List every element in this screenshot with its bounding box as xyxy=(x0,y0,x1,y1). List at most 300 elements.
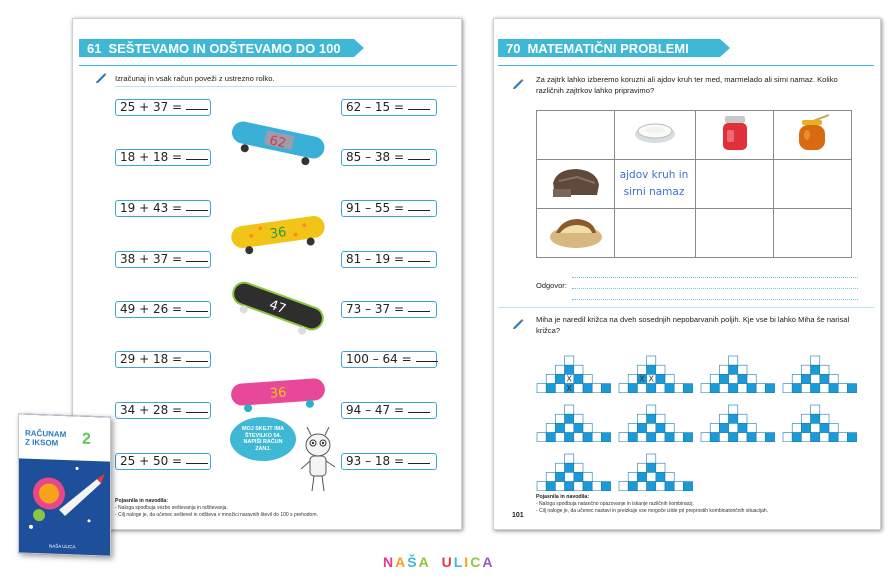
grid-cell[interactable] xyxy=(820,414,829,423)
grid-cell[interactable] xyxy=(583,374,592,383)
cover-number: 2 xyxy=(82,430,91,448)
grid-cell[interactable] xyxy=(601,433,610,442)
grid-cell[interactable] xyxy=(756,433,765,442)
honey-jar-icon xyxy=(793,113,833,153)
grid-cell[interactable] xyxy=(619,384,628,393)
answer-blank[interactable] xyxy=(186,101,208,110)
triangle-grid[interactable] xyxy=(700,349,776,393)
table-cell-honey xyxy=(774,111,852,160)
skateboard-47[interactable] xyxy=(225,277,331,335)
grid-cell[interactable] xyxy=(783,384,792,393)
cover-publisher: NAŠA ULICA xyxy=(49,543,76,550)
grid-cell[interactable] xyxy=(574,423,583,432)
table-cell-corn-bread xyxy=(537,209,615,258)
grid-cell[interactable] xyxy=(537,482,546,491)
grid-cell[interactable] xyxy=(565,405,574,414)
grid-cell[interactable] xyxy=(555,472,564,481)
speech-bubble-text: MOJ SKEJT IMA ŠTEVILKO 54. NAPIŠI RAČUN ZANJ. xyxy=(242,426,284,452)
equation-text: 34 + 28 = xyxy=(120,403,183,417)
grid-cell[interactable] xyxy=(546,384,555,393)
triangle-grid[interactable] xyxy=(536,349,612,393)
grid-cell[interactable] xyxy=(665,384,674,393)
answer-blank[interactable] xyxy=(416,353,438,362)
grid-cell[interactable] xyxy=(747,433,756,442)
grid-cell[interactable] xyxy=(683,384,692,393)
grid-cell[interactable] xyxy=(683,482,692,491)
grid-cell[interactable] xyxy=(792,433,801,442)
grid-cell[interactable] xyxy=(701,433,710,442)
grid-cell[interactable] xyxy=(811,374,820,383)
book-cover xyxy=(18,413,111,556)
grid-cell[interactable] xyxy=(738,365,747,374)
grid-cell[interactable] xyxy=(820,423,829,432)
answer-blank[interactable] xyxy=(186,202,208,211)
grid-cell[interactable] xyxy=(756,384,765,393)
lesson-title: MATEMATIČNI PROBLEMI xyxy=(527,40,689,56)
equation-text: 62 – 15 = xyxy=(346,100,405,114)
grid-cell[interactable] xyxy=(792,374,801,383)
grid-cell[interactable] xyxy=(683,433,692,442)
grid-cell[interactable] xyxy=(647,433,656,442)
equation-box[interactable] xyxy=(115,402,211,419)
grid-cell[interactable] xyxy=(792,423,801,432)
equation-box[interactable] xyxy=(115,251,211,268)
grid-cell[interactable] xyxy=(574,365,583,374)
grid-cell[interactable] xyxy=(565,472,574,481)
grid-cell[interactable] xyxy=(583,433,592,442)
equation-box[interactable] xyxy=(115,351,211,368)
grid-cell[interactable] xyxy=(747,423,756,432)
grid-cell[interactable] xyxy=(565,463,574,472)
grid-cell[interactable] xyxy=(838,433,847,442)
grid-cell[interactable] xyxy=(738,374,747,383)
speech-bubble xyxy=(230,417,296,461)
table-cell-empty[interactable] xyxy=(696,160,774,209)
buckwheat-bread-icon xyxy=(549,163,603,201)
equation-box[interactable] xyxy=(341,402,437,419)
pencil-icon xyxy=(512,77,524,89)
grid-cell[interactable] xyxy=(765,384,774,393)
grid-cell[interactable] xyxy=(555,433,564,442)
note-line: - Cilj naloge je, da učenec nastavi in preizkuje vse mogoče izide pri preprostih kombinatoričnih situacijah. xyxy=(536,508,769,514)
grid-cell[interactable] xyxy=(811,365,820,374)
equation-text: 85 – 38 = xyxy=(346,150,405,164)
grid-cell[interactable] xyxy=(619,433,628,442)
grid-cell[interactable] xyxy=(647,482,656,491)
handwritten-answer: ajdov kruh in sirni namaz xyxy=(619,169,689,198)
grid-cell[interactable] xyxy=(555,463,564,472)
brand-letter: N xyxy=(383,554,395,570)
grid-cell[interactable] xyxy=(710,374,719,383)
grid-cell[interactable] xyxy=(801,384,810,393)
equation-text: 91 – 55 = xyxy=(346,201,405,215)
grid-cell[interactable] xyxy=(719,365,728,374)
answer-blank[interactable] xyxy=(186,151,208,160)
robot-character-icon xyxy=(295,427,341,497)
grid-cell[interactable] xyxy=(847,433,856,442)
grid-cell[interactable] xyxy=(674,482,683,491)
answer-label: Odgovor: xyxy=(536,281,567,290)
grid-cell[interactable] xyxy=(555,414,564,423)
grid-cell[interactable] xyxy=(729,405,738,414)
grid-cell[interactable] xyxy=(729,384,738,393)
grid-cell[interactable] xyxy=(820,433,829,442)
grid-cell[interactable] xyxy=(710,384,719,393)
grid-cell[interactable] xyxy=(628,433,637,442)
grid-cell[interactable] xyxy=(719,414,728,423)
grid-cell[interactable] xyxy=(811,384,820,393)
notes-title: Pojasnila in navodila: xyxy=(536,494,590,500)
grid-cell[interactable] xyxy=(565,414,574,423)
grid-cell[interactable] xyxy=(628,374,637,383)
grid-cell[interactable] xyxy=(738,423,747,432)
lesson-number: 70 xyxy=(506,40,521,56)
grid-cell[interactable] xyxy=(637,414,646,423)
table-cell-empty[interactable] xyxy=(696,209,774,258)
grid-cell[interactable] xyxy=(719,384,728,393)
skateboard-number: 62 xyxy=(268,133,288,152)
grid-cell[interactable] xyxy=(637,433,646,442)
equation-box[interactable] xyxy=(115,453,211,470)
equation-text: 19 + 43 = xyxy=(120,201,183,215)
equation-box[interactable] xyxy=(115,200,211,217)
grid-cell[interactable] xyxy=(820,384,829,393)
lesson-title: SEŠTEVAMO IN ODŠTEVAMO DO 100 xyxy=(108,40,341,56)
lesson-number: 61 xyxy=(87,40,102,56)
grid-cell[interactable] xyxy=(656,423,665,432)
grid-cell[interactable] xyxy=(765,433,774,442)
grid-cell[interactable] xyxy=(647,384,656,393)
note-line: - Naloga spodbuja natančno opazovanje in iskanje različnih kombinacij. xyxy=(536,501,694,507)
equation-text: 94 – 47 = xyxy=(346,403,405,417)
skateboard-number: 47 xyxy=(267,297,288,318)
answer-blank[interactable] xyxy=(186,455,208,464)
grid-cell[interactable] xyxy=(647,423,656,432)
grid-cell[interactable] xyxy=(783,433,792,442)
grid-cell[interactable] xyxy=(628,472,637,481)
brand-letter: U xyxy=(441,554,453,570)
note-line: - Cilj naloge je, da učenec seštevel in odšteva v množici naravnih števil do 100 s prehodom. xyxy=(115,512,318,518)
lesson-banner xyxy=(79,39,354,57)
equation-text: 38 + 37 = xyxy=(120,252,183,266)
cover-title-line: Z IKSOM xyxy=(25,437,59,448)
grid-cell[interactable] xyxy=(647,454,656,463)
rocket-illustration-icon xyxy=(19,458,111,545)
brand-letter: C xyxy=(470,554,482,570)
grid-cell[interactable] xyxy=(546,482,555,491)
equation-box[interactable] xyxy=(341,200,437,217)
grid-cell[interactable] xyxy=(829,374,838,383)
grid-cell[interactable] xyxy=(565,365,574,374)
grid-cell[interactable] xyxy=(637,463,646,472)
cheese-spread-icon xyxy=(633,118,677,148)
grid-cell[interactable] xyxy=(656,384,665,393)
grid-cell[interactable] xyxy=(729,374,738,383)
grid-cell[interactable] xyxy=(637,423,646,432)
grid-cell[interactable] xyxy=(701,384,710,393)
brand-letter: I xyxy=(464,554,470,570)
grid-cell[interactable] xyxy=(747,384,756,393)
grid-cell[interactable] xyxy=(665,423,674,432)
answer-blank[interactable] xyxy=(408,455,430,464)
page-number: 101 xyxy=(512,512,524,519)
answer-blank[interactable] xyxy=(408,404,430,413)
grid-cell[interactable] xyxy=(637,472,646,481)
breakfast-table xyxy=(536,110,852,258)
grid-cell[interactable] xyxy=(637,365,646,374)
divider-line xyxy=(115,86,457,87)
grid-cell[interactable] xyxy=(829,423,838,432)
triangle-grid[interactable] xyxy=(536,447,612,491)
pencil-icon xyxy=(95,71,107,83)
grid-cell[interactable] xyxy=(555,384,564,393)
answer-blank[interactable] xyxy=(408,303,430,312)
equation-box[interactable] xyxy=(341,149,437,166)
grid-cell[interactable] xyxy=(656,463,665,472)
equation-box[interactable] xyxy=(341,99,437,116)
equation-box[interactable] xyxy=(341,301,437,318)
cross-mark: X xyxy=(639,374,645,384)
grid-cell[interactable] xyxy=(719,423,728,432)
grid-cell[interactable] xyxy=(565,433,574,442)
equation-text: 29 + 18 = xyxy=(120,352,183,366)
equation-text: 73 – 37 = xyxy=(346,302,405,316)
grid-cell[interactable] xyxy=(574,472,583,481)
grid-cell[interactable] xyxy=(674,433,683,442)
grid-cell[interactable] xyxy=(601,482,610,491)
table-cell-buckwheat-bread xyxy=(537,160,615,209)
grid-cell[interactable] xyxy=(656,374,665,383)
grid-cell[interactable] xyxy=(811,356,820,365)
cross-mark: X xyxy=(566,383,572,393)
grid-cell[interactable] xyxy=(565,482,574,491)
grid-cell[interactable] xyxy=(811,433,820,442)
grid-cell[interactable] xyxy=(592,433,601,442)
grid-cell[interactable] xyxy=(710,423,719,432)
brand-logo xyxy=(383,554,494,570)
pencil-icon xyxy=(512,317,524,329)
grid-cell[interactable] xyxy=(656,365,665,374)
grid-cell[interactable] xyxy=(747,374,756,383)
triangle-grid[interactable] xyxy=(618,447,694,491)
grid-cell[interactable] xyxy=(719,433,728,442)
grid-cell[interactable] xyxy=(801,414,810,423)
grid-cell[interactable] xyxy=(592,482,601,491)
grid-cell[interactable] xyxy=(811,414,820,423)
equation-box[interactable] xyxy=(341,351,437,368)
answer-blank[interactable] xyxy=(186,253,208,262)
triangle-grid[interactable] xyxy=(700,398,776,442)
grid-cell[interactable] xyxy=(811,423,820,432)
grid-cell[interactable] xyxy=(537,384,546,393)
equation-text: 100 – 64 = xyxy=(346,352,412,366)
grid-cell[interactable] xyxy=(637,482,646,491)
grid-cell[interactable] xyxy=(555,482,564,491)
grid-cell[interactable] xyxy=(565,454,574,463)
skateboard-number: 36 xyxy=(269,385,287,402)
triangle-grid[interactable] xyxy=(782,349,858,393)
grid-cell[interactable] xyxy=(583,472,592,481)
grid-cell[interactable] xyxy=(710,433,719,442)
answer-blank[interactable] xyxy=(186,303,208,312)
grid-cell[interactable] xyxy=(583,423,592,432)
notes-title: Pojasnila in navodila: xyxy=(115,498,169,504)
skateboard-62[interactable] xyxy=(225,115,331,167)
divider-line xyxy=(79,65,457,66)
grid-cell[interactable] xyxy=(729,423,738,432)
grid-cell[interactable] xyxy=(546,374,555,383)
grid-cell[interactable] xyxy=(619,482,628,491)
grid-cell[interactable] xyxy=(555,423,564,432)
grid-cell[interactable] xyxy=(792,384,801,393)
grid-cell[interactable] xyxy=(729,356,738,365)
equation-text: 18 + 18 = xyxy=(120,150,183,164)
grid-cell[interactable] xyxy=(838,384,847,393)
grid-cell[interactable] xyxy=(574,433,583,442)
table-cell-empty[interactable] xyxy=(774,160,852,209)
grid-cell[interactable] xyxy=(647,356,656,365)
equation-text: 25 + 50 = xyxy=(120,454,183,468)
answer-blank[interactable] xyxy=(408,101,430,110)
grid-cell[interactable] xyxy=(546,433,555,442)
triangle-grid[interactable] xyxy=(782,398,858,442)
table-cell-empty xyxy=(537,111,615,160)
grid-cell[interactable] xyxy=(801,365,810,374)
skateboard-36-yellow[interactable] xyxy=(225,209,331,255)
grid-cell[interactable] xyxy=(647,463,656,472)
grid-cell[interactable] xyxy=(628,384,637,393)
grid-cell[interactable] xyxy=(719,374,728,383)
answer-blank[interactable] xyxy=(408,151,430,160)
brand-letter: Š xyxy=(407,554,418,570)
grid-cell[interactable] xyxy=(628,423,637,432)
equation-text: 93 – 18 = xyxy=(346,454,405,468)
jam-jar-icon xyxy=(720,114,750,152)
question-text: Miha je naredil križca na dveh sosednjih nepobarvanih poljih. Kje vse bi lahko Miha še narisal križca? xyxy=(536,315,850,335)
note-line: - Naloga spodbuja vezbo seštevanja in odštevanja. xyxy=(115,505,228,511)
cross-mark: X xyxy=(648,374,654,384)
question-text: Za zajtrk lahko izberemo koruzni ali ajdov kruh ter med, marmelado ali sirni namaz. Koliko različnih zajtrkov lahko pripravimo? xyxy=(536,75,838,95)
grid-cell[interactable] xyxy=(829,384,838,393)
grid-cell[interactable] xyxy=(647,472,656,481)
equation-box[interactable] xyxy=(115,149,211,166)
workbook-page-right xyxy=(493,18,881,530)
divider-line xyxy=(498,307,874,308)
grid-cell[interactable] xyxy=(574,414,583,423)
grid-cell[interactable] xyxy=(811,405,820,414)
answer-blank[interactable] xyxy=(408,253,430,262)
grid-cell[interactable] xyxy=(665,374,674,383)
grid-cell[interactable] xyxy=(847,384,856,393)
grid-cell[interactable] xyxy=(574,482,583,491)
grid-cell[interactable] xyxy=(729,365,738,374)
grid-cell[interactable] xyxy=(665,472,674,481)
grid-cell[interactable] xyxy=(656,472,665,481)
answer-line[interactable] xyxy=(572,288,858,289)
equation-box[interactable] xyxy=(115,301,211,318)
grid-cell[interactable] xyxy=(565,356,574,365)
grid-cell[interactable] xyxy=(801,374,810,383)
table-cell-jam xyxy=(696,111,774,160)
grid-cell[interactable] xyxy=(647,414,656,423)
equation-text: 49 + 26 = xyxy=(120,302,183,316)
corn-bread-icon xyxy=(548,211,604,251)
grid-cell[interactable] xyxy=(738,433,747,442)
table-cell-empty[interactable] xyxy=(774,209,852,258)
triangle-grid[interactable] xyxy=(536,398,612,442)
grid-cell[interactable] xyxy=(656,433,665,442)
grid-cell[interactable] xyxy=(647,365,656,374)
grid-cell[interactable] xyxy=(656,414,665,423)
answer-blank[interactable] xyxy=(186,404,208,413)
grid-cell[interactable] xyxy=(592,384,601,393)
grid-cell[interactable] xyxy=(729,433,738,442)
answer-line[interactable] xyxy=(572,277,858,278)
grid-cell[interactable] xyxy=(801,433,810,442)
divider-line xyxy=(498,65,874,66)
grid-cell[interactable] xyxy=(665,482,674,491)
triangle-grid[interactable] xyxy=(618,398,694,442)
grid-cell[interactable] xyxy=(574,384,583,393)
grid-cell[interactable] xyxy=(674,384,683,393)
instruction-text: Izračunaj in vsak račun poveži z ustrezno rolko. xyxy=(115,74,275,83)
brand-letter xyxy=(431,554,436,570)
brand-letter: L xyxy=(453,554,464,570)
brand-letter: A xyxy=(395,554,407,570)
grid-cell[interactable] xyxy=(583,384,592,393)
grid-cell[interactable] xyxy=(537,433,546,442)
brand-letter: A xyxy=(418,554,430,570)
grid-cell[interactable] xyxy=(738,384,747,393)
cover-title xyxy=(25,429,66,448)
grid-cell[interactable] xyxy=(820,365,829,374)
grid-cell[interactable] xyxy=(820,374,829,383)
grid-cell[interactable] xyxy=(628,482,637,491)
grid-cell[interactable] xyxy=(729,414,738,423)
table-cell-cheese xyxy=(615,111,696,160)
grid-cell[interactable] xyxy=(555,365,564,374)
grid-cell[interactable] xyxy=(555,374,564,383)
grid-cell[interactable] xyxy=(546,423,555,432)
equation-text: 81 – 19 = xyxy=(346,252,405,266)
grid-cell[interactable] xyxy=(829,433,838,442)
grid-cell[interactable] xyxy=(656,482,665,491)
grid-cell[interactable] xyxy=(601,384,610,393)
equation-box[interactable] xyxy=(341,453,437,470)
cover-title-line: RAČUNAM xyxy=(25,428,67,440)
grid-cell[interactable] xyxy=(801,423,810,432)
grid-cell[interactable] xyxy=(546,472,555,481)
grid-cell[interactable] xyxy=(665,433,674,442)
grid-cell[interactable] xyxy=(574,374,583,383)
equation-text: 25 + 37 = xyxy=(120,100,183,114)
equation-box[interactable] xyxy=(341,251,437,268)
grid-cell[interactable] xyxy=(647,405,656,414)
equation-box[interactable] xyxy=(115,99,211,116)
lesson-banner xyxy=(498,39,720,57)
triangle-grid[interactable] xyxy=(618,349,694,393)
answer-blank[interactable] xyxy=(186,353,208,362)
skateboard-36-pink[interactable] xyxy=(225,371,331,413)
grid-cell[interactable] xyxy=(583,482,592,491)
grid-cell[interactable] xyxy=(738,414,747,423)
answer-blank[interactable] xyxy=(408,202,430,211)
answer-line[interactable] xyxy=(572,299,858,300)
grid-cell[interactable] xyxy=(574,463,583,472)
grid-cell[interactable] xyxy=(565,423,574,432)
table-cell-empty[interactable] xyxy=(615,209,696,258)
grid-cell[interactable] xyxy=(637,384,646,393)
